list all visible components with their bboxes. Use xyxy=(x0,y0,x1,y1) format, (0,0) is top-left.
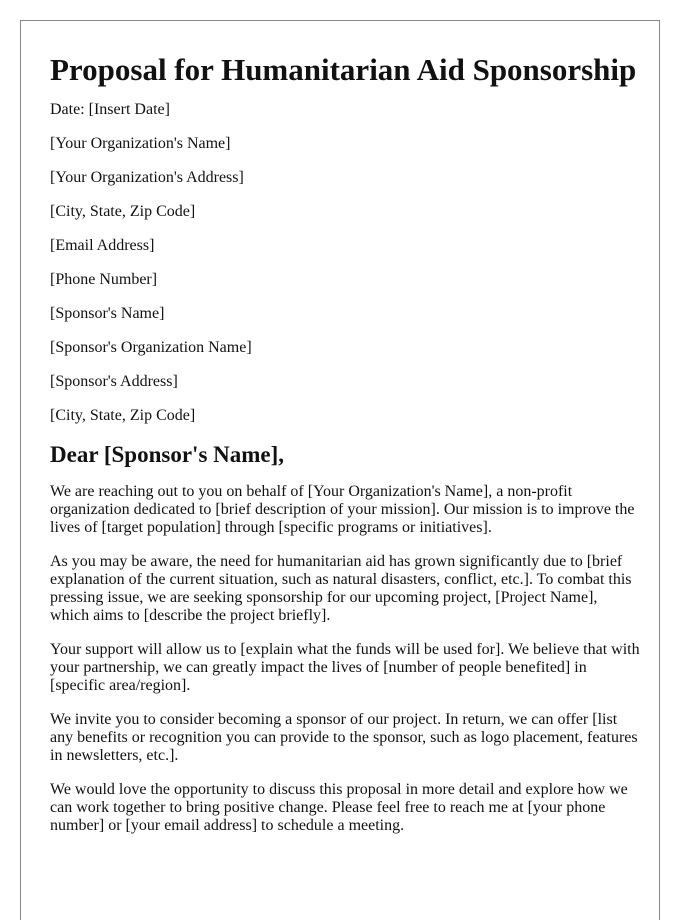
sender-phone: [Phone Number] xyxy=(50,271,158,288)
document-title: Proposal for Humanitarian Aid Sponsorship xyxy=(50,52,637,87)
body-paragraph: We would love the opportunity to discuss this proposal in more detail and explore how we can work together to bring positive change. Please feel free to reach me at [your phone number] or [your email address] to schedule a meeting. xyxy=(50,781,628,834)
sender-name: [Your Organization's Name] xyxy=(50,135,231,152)
body-paragraph: As you may be aware, the need for humanitarian aid has grown significantly due to [brief explanation of the current situation, such as natural disasters, conflict, etc.]. To combat this pressing issue, we are seeking sponsorship for our upcoming project, [Project Name], which aims to [describe the project briefly]. xyxy=(50,553,632,624)
letter-body xyxy=(50,483,640,835)
document-content xyxy=(50,21,640,835)
sender-email: [Email Address] xyxy=(50,237,155,254)
body-paragraph: We are reaching out to you on behalf of [Your Organization's Name], a non-profit organization dedicated to [brief description of your mission]. Our mission is to improve the lives of [target population] through [specific programs or initiatives]. xyxy=(50,483,635,536)
recipient-name: [Sponsor's Name] xyxy=(50,305,165,322)
recipient-organization: [Sponsor's Organization Name] xyxy=(50,339,252,356)
recipient-city-state-zip: [City, State, Zip Code] xyxy=(50,407,196,424)
salutation: Dear [Sponsor's Name], xyxy=(50,442,285,467)
document-page xyxy=(20,20,660,920)
sender-address: [Your Organization's Address] xyxy=(50,169,244,186)
address-block xyxy=(50,101,640,425)
body-paragraph: Your support will allow us to [explain what the funds will be used for]. We believe that with your partnership, we can greatly impact the lives of [number of people benefited] in [specific area/region]. xyxy=(50,641,640,694)
date-line: Date: [Insert Date] xyxy=(50,101,170,118)
body-paragraph: We invite you to consider becoming a sponsor of our project. In return, we can offer [list any benefits or recognition you can provide to the sponsor, such as logo placement, features in newsletters, etc.]. xyxy=(50,711,638,764)
recipient-address: [Sponsor's Address] xyxy=(50,373,178,390)
sender-city-state-zip: [City, State, Zip Code] xyxy=(50,203,196,220)
